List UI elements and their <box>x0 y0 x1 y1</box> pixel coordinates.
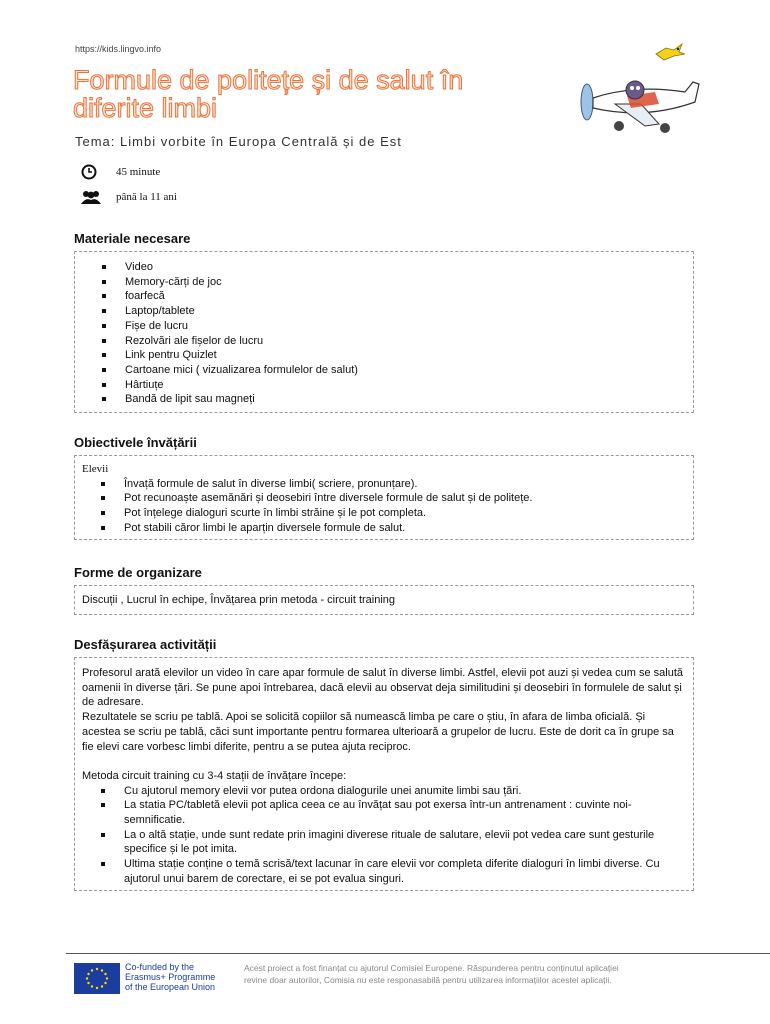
objectives-list <box>82 477 693 536</box>
list-item: Fișe de lucru <box>75 319 693 334</box>
eu-cofunded-label <box>125 962 215 992</box>
list-item: La o altă stație, unde sunt redate prin imagini diverese rituale de salutare, elevii pot vedea care sunt gesturile specifice și le pot imita. <box>82 828 685 857</box>
objectives-box <box>74 455 694 540</box>
organization-heading: Forme de organizare <box>74 565 202 580</box>
bird-logo-icon <box>652 40 688 64</box>
page-title: Formule de politețe și de salut în diferite limbi <box>73 65 464 123</box>
organization-text: Discuții , Lucrul în echipe, Învățarea prin metoda - circuit training <box>82 594 396 606</box>
list-item: Hârtiuțe <box>75 378 693 393</box>
list-item: Video <box>75 260 693 275</box>
materials-list <box>75 260 693 407</box>
activity-paragraph: Profesorul arată elevilor un video în care apar formule de salut în diverse limbi. Astfel, elevii pot auzi și vedea cum se salută oamenii în diverse țări. Se pune apoi întrebarea, dacă elevii au observat deja similitudini și deosebiri în formulele de salut și de adresare. <box>82 667 684 709</box>
age-row <box>80 189 177 205</box>
materials-box <box>74 251 694 413</box>
list-item: Ultima stație conține o temă scrisă/text lacunar în care elevii vor completa diferite dialoguri în limbi diverse. Cu ajutorul unui barem de corectare, ei se pot evalua singuri. <box>82 857 685 886</box>
eu-line: of the European Union <box>125 982 216 992</box>
eu-line: Co-funded by the <box>125 962 195 972</box>
eu-flag-icon <box>74 963 120 994</box>
organization-box <box>74 585 694 615</box>
objectives-label: Elevii <box>82 463 109 475</box>
group-icon <box>80 189 102 205</box>
airplane-illustration <box>575 68 705 140</box>
list-item: Cu ajutorul memory elevii vor putea ordona dialogurile unei anumite limbi sau țări. <box>82 784 685 799</box>
list-item: Învață formule de salut în diverse limbi( scriere, pronunțare). <box>82 477 693 492</box>
disclaimer-text: Acest proiect a fost finanțat cu ajutorul Comisiei Europene. Răspunderea pentru conținutul aplicației revine doar autorilor, Comisia nu este responasabilă pentru utilizarea informațiilor acestei aplicații. <box>244 963 619 985</box>
activity-list <box>82 784 685 887</box>
list-item: Bandă de lipit sau magneți <box>75 392 693 407</box>
age-text: până la 11 ani <box>116 191 177 203</box>
list-item: Rezolvări ale fișelor de lucru <box>75 334 693 349</box>
eu-line: Erasmus+ Programme <box>125 972 216 982</box>
list-item: Cartoane mici ( vizualizarea formulelor de salut) <box>75 363 693 378</box>
source-url: https://kids.lingvo.info <box>75 44 162 54</box>
clock-icon <box>80 164 102 180</box>
list-item: Laptop/tablete <box>75 304 693 319</box>
list-item: foarfecă <box>75 289 693 304</box>
activity-paragraph: Metoda circuit training cu 3-4 stații de învățare începe: <box>82 769 347 782</box>
duration-text: 45 minute <box>116 166 161 178</box>
duration-row <box>80 164 160 180</box>
materials-heading: Materiale necesare <box>74 231 191 246</box>
list-item: Memory-cărți de joc <box>75 275 693 290</box>
activity-box <box>74 657 694 891</box>
list-item: Pot stabili căror limbi le aparțin diversele formule de salut. <box>82 521 693 536</box>
activity-paragraph: Rezultatele se scriu pe tablă. Apoi se solicită copiilor să numească limba pe care o știu, în afara de limba oficială. Și acestea se scriu pe tablă, căci sunt importante pentru formarea ulterioară a grupelor de lucru. Este de dorit ca în grupe sa fie elevi care vorbesc limbi diferite, pentru a se putea ajuta reciproc. <box>82 711 674 753</box>
list-item: Pot înțelege dialoguri scurte în limbi străine și le pot completa. <box>82 506 693 521</box>
activity-heading: Desfășurarea activității <box>74 637 217 652</box>
objectives-heading: Obiectivele învățării <box>74 435 197 450</box>
list-item: Pot recunoaște asemănări și deosebiri între diversele formule de salut și de politețe. <box>82 491 693 506</box>
list-item: La statia PC/tabletă elevii pot aplica ceea ce au învățat sau pot exersa într-un antrenament : cuvinte noi-semnificatie. <box>82 798 685 827</box>
list-item: Link pentru Quizlet <box>75 348 693 363</box>
footer-divider <box>66 953 770 954</box>
theme-line: Tema: Limbi vorbite în Europa Centrală și de Est <box>75 134 402 149</box>
